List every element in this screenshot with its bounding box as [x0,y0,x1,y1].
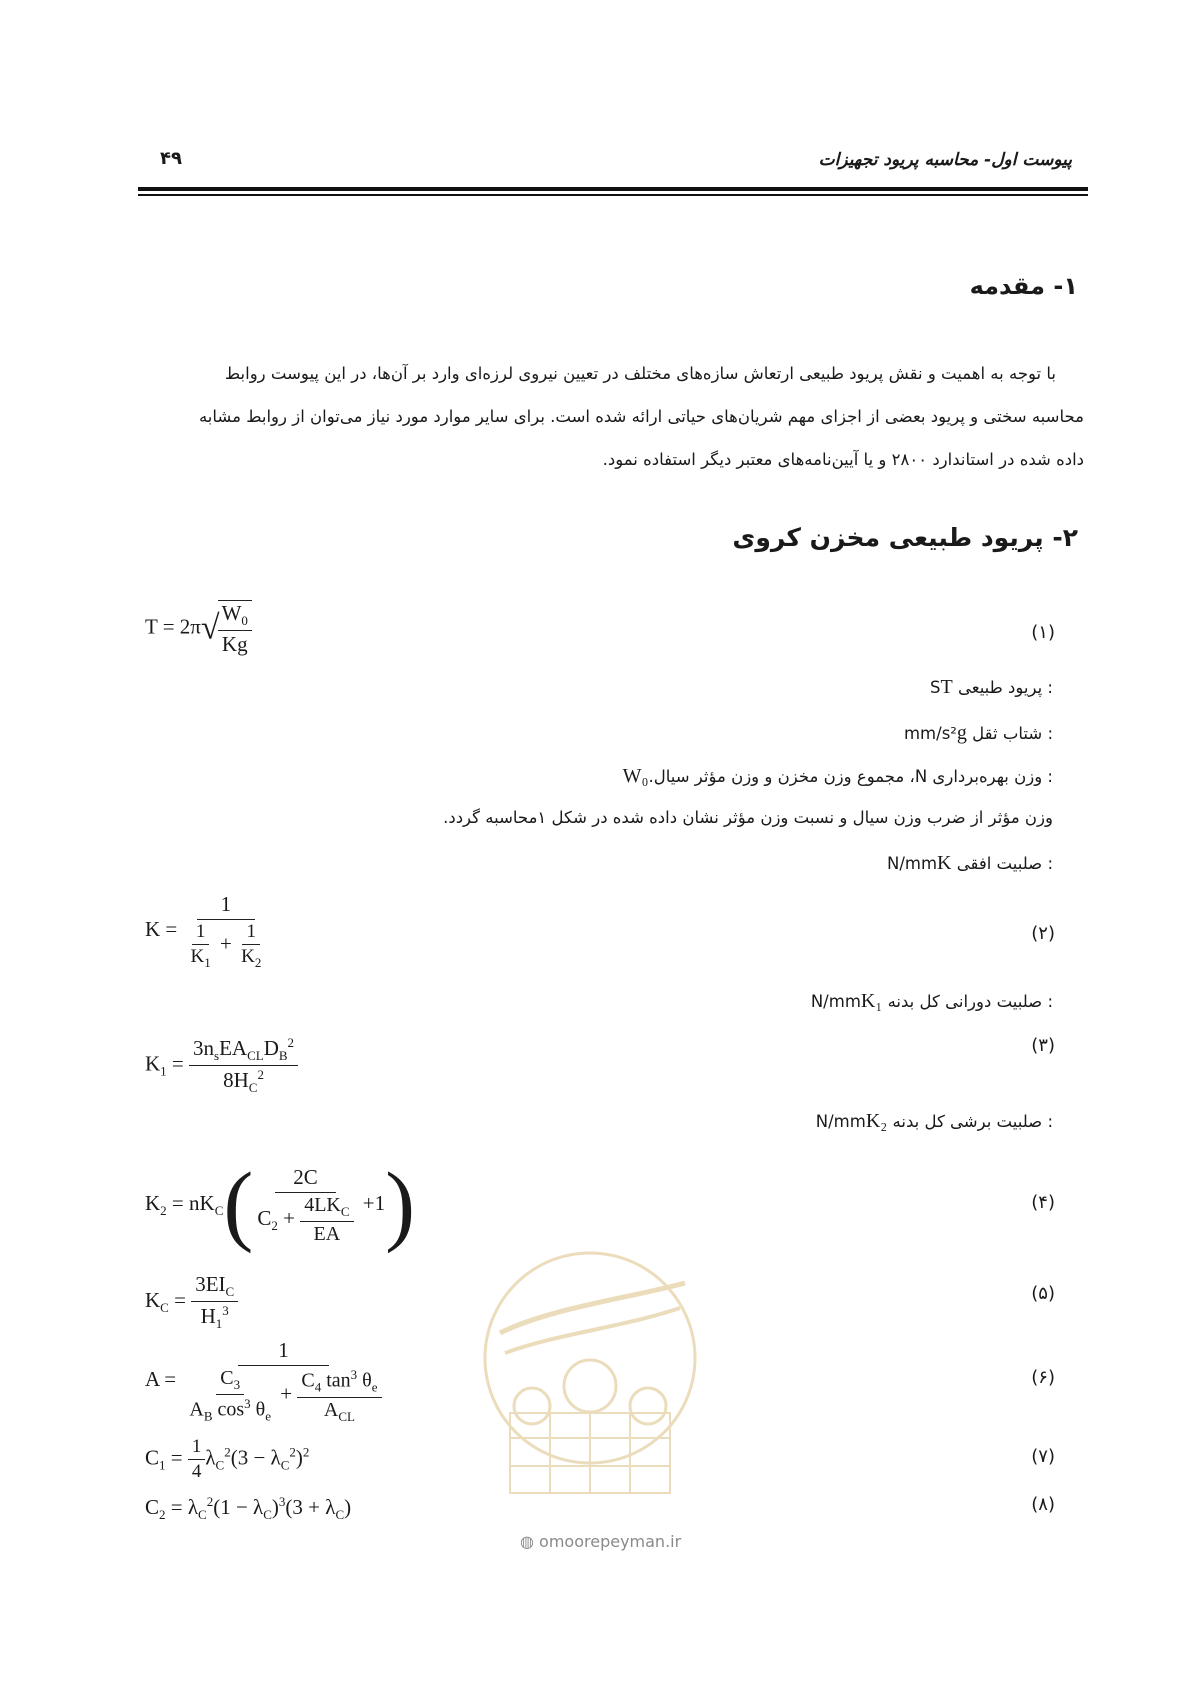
watermark-logo [470,1238,710,1508]
section-heading-introduction: ۱- مقدمه [969,272,1078,300]
equation-number: (۷) [1031,1446,1055,1467]
watermark-url: ◍ omoorepeyman.ir [520,1532,682,1551]
definition-W0-note: وزن مؤثر از ضرب وزن سیال و نسبت وزن مؤثر نشان داده شده در شکل ۱محاسبه گردد. [443,808,1053,827]
equation-number: (۲) [1031,923,1055,944]
definition-symbol: K [937,852,952,874]
definition-text: : صلبیت برشی کل بدنه N/mm [815,1112,1053,1131]
equation-number: (۵) [1031,1283,1055,1304]
equation-5: $K_C$ = $\frac{3EI_C}{H_1^3}$ [145,1272,238,1332]
equation-number: (۴) [1031,1192,1055,1213]
watermark-url-text: omoorepeyman.ir [539,1532,682,1551]
definition-symbol: W₀ [622,765,649,787]
equation-number: (۳) [1031,1035,1055,1056]
definition-W0 [623,765,1053,788]
definition-text: : صلبیت دورانی کل بدنه N/mm [810,992,1053,1011]
definition-text: : صلبیت افقی N/mm [886,854,1053,873]
definition-g [904,722,1053,745]
equation-2: K = 1 $\frac{1}{K_1}$ + $\frac{1}{K_2}$ [145,892,262,970]
definition-K [887,852,1053,875]
introduction-paragraph [144,352,1084,481]
definition-symbol: K₁ [860,990,883,1012]
definition-text: : پریود طبیعی S [930,678,1053,697]
definition-symbol: K₂ [865,1110,888,1132]
header-rule-thick [138,187,1088,191]
equation-6: A = 1 $\frac{C_3}{A_B \cos^3 \theta_e}$ + $\frac{C_4 \tan^3 \theta_e}{A_{CL}}$ [145,1338,386,1425]
definition-K2 [816,1110,1053,1133]
equation-4: $K_2 = nK_C$( 2C $C_2$ + $\frac{4LK_C}{EA}$ +1) [145,1155,416,1254]
equation-1: T = 2π√ $\frac{W_0}{Kg}$ [145,600,252,657]
running-header-title: پیوست اول- محاسبه پریود تجهیزات [818,150,1072,170]
paragraph-line: داده شده در استاندارد ۲۸۰۰ و یا آیین‌نامه‌های معتبر دیگر استفاده نمود. [602,450,1084,469]
equation-3: $K_1$ = $\frac{3n_sEA_{CL}D_B^2}{8H_C^2}$ [145,1035,298,1096]
page-number: ۴۹ [160,148,182,169]
definition-symbol: g [956,722,967,744]
equation-number: (۸) [1031,1494,1055,1515]
section-heading-spherical-tank: ۲- پریود طبیعی مخزن کروی [732,523,1078,552]
equation-8: $C_2 = \lambda_C^2(1 - \lambda_C)^3(3 + \lambda_C)$ [145,1494,352,1523]
equation-7: $C_1$ = $\frac{1}{4}$ $\lambda_C^2(3 - \lambda_C^2)^2$ [145,1436,310,1482]
definition-T [930,676,1053,699]
header-rule-thin [138,194,1088,196]
equation-number: (۱) [1031,622,1055,643]
paragraph-line: با توجه به اهمیت و نقش پریود طبیعی ارتعاش سازه‌های مختلف در تعیین نیروی لرزه‌ای وارد بر آن‌ها، در این پیوست روابط [224,364,1056,383]
definition-text: : وزن بهره‌برداری N، مجموع وزن مخزن و وزن مؤثر سیال. [648,767,1053,786]
paragraph-line: محاسبه سختی و پریود بعضی از اجزای مهم شریان‌های حیاتی ارائه شده است. برای سایر موارد مورد نیاز می‌توان از روابط مشابه [198,407,1084,426]
definition-K1 [811,990,1053,1013]
equation-number: (۶) [1031,1367,1055,1388]
definition-text: : شتاب ثقل mm/s² [903,724,1053,743]
definition-symbol: T [940,676,953,698]
